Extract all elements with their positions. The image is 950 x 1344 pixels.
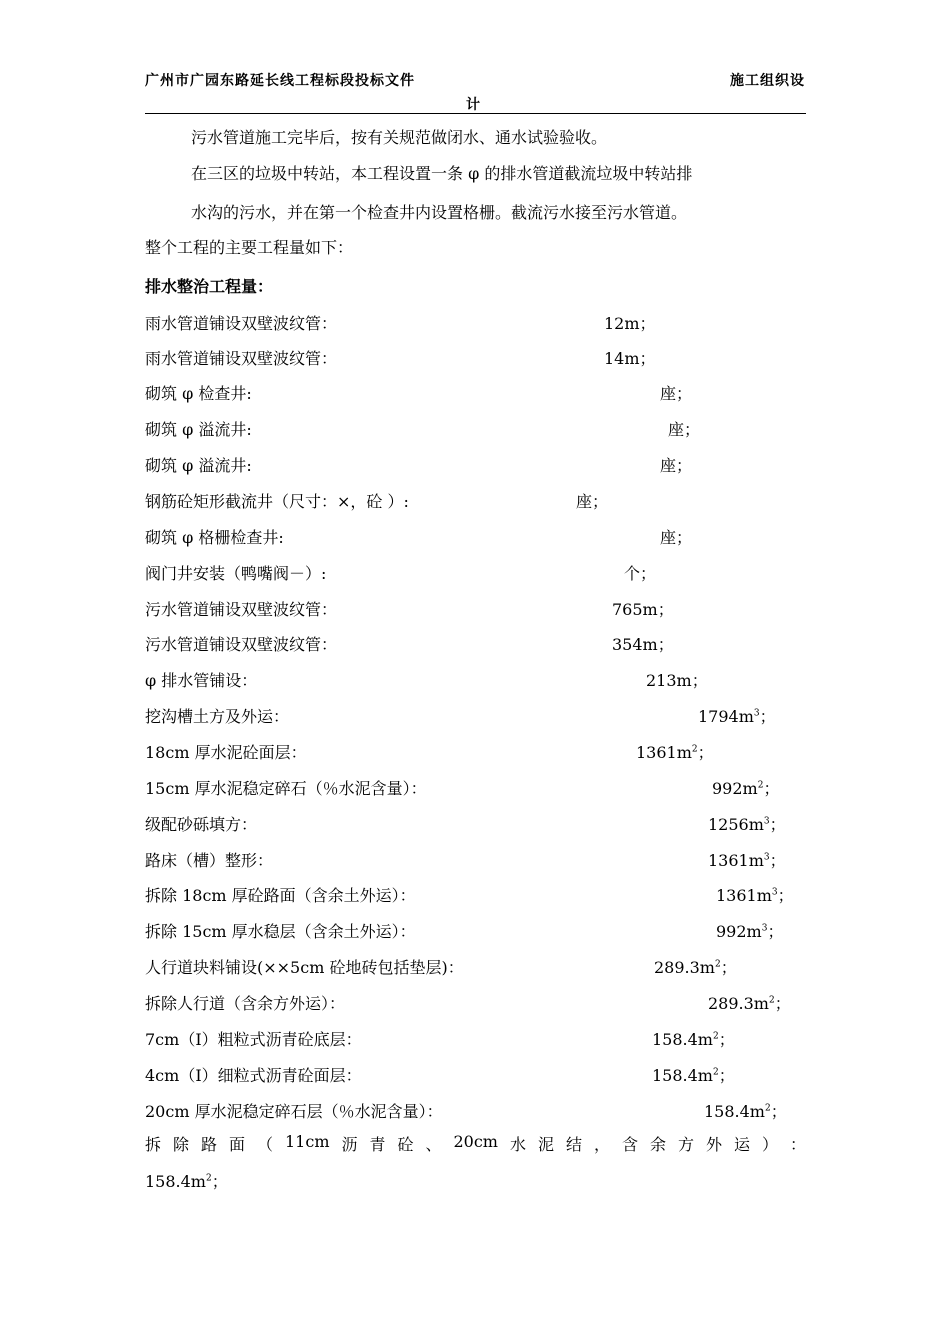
item-unit-exponent: 2	[757, 780, 764, 791]
item-value-group	[652, 1063, 735, 1086]
item-value-group	[698, 704, 776, 727]
quantity-item	[0, 740, 950, 762]
item-label-fragment: 水	[509, 1135, 526, 1154]
item-value: 992m	[716, 922, 762, 941]
paragraph: 整个工程的主要工程量如下：	[145, 238, 354, 257]
item-value-group	[708, 848, 786, 871]
item-label: 4cm（Ⅰ）细粒式沥青砼面层：	[145, 1066, 362, 1085]
item-label: 拆除 15cm 厚水稳层（含余土外运）：	[145, 922, 416, 941]
item-label-fragment: 余	[649, 1135, 666, 1154]
item-punct: ；	[770, 1102, 787, 1121]
item-unit-exponent: 2	[764, 1103, 771, 1114]
item-label-fragment: 结	[565, 1135, 582, 1154]
item-label-fragment: 20cm	[453, 1132, 498, 1151]
quantity-item	[0, 381, 950, 403]
item-punct: ；	[718, 1066, 735, 1085]
item-label-fragment: 青	[369, 1135, 386, 1154]
item-label: 钢筋砼矩形截流井（尺寸：×，砼 ）:	[145, 492, 409, 511]
item-label-fragment: （	[257, 1135, 274, 1154]
quantity-item	[0, 668, 950, 690]
item-value: 765m	[612, 600, 658, 619]
item-value: 1361m	[708, 851, 764, 870]
item-value-group	[652, 1027, 735, 1050]
item-unit-exponent: 3	[763, 816, 770, 827]
item-value-group	[660, 381, 692, 404]
item-punct: ；	[769, 815, 786, 834]
item-value: 座	[660, 528, 677, 547]
item-label: 砌筑 φ 检查井:	[145, 384, 252, 403]
item-value-group	[712, 776, 779, 799]
item-punct: ；	[211, 1172, 228, 1191]
item-value: 座	[576, 492, 593, 511]
item-label: 18cm 厚水泥砼面层：	[145, 743, 307, 762]
item-label-fragment: ：	[789, 1135, 806, 1154]
quantity-item	[0, 417, 950, 439]
item-value-group	[716, 919, 783, 942]
item-label: 20cm 厚水泥稳定碎石层（％水泥含量）：	[145, 1102, 443, 1121]
item-unit-exponent: 3	[763, 852, 770, 863]
quantity-item	[0, 453, 950, 475]
item-label-fragment: 外	[705, 1135, 722, 1154]
item-value: 158.4m	[704, 1102, 765, 1121]
item-unit-exponent: 3	[753, 708, 760, 719]
item-label: 雨水管道铺设双壁波纹管：	[145, 314, 338, 333]
item-value-group	[708, 812, 786, 835]
quantity-item	[0, 311, 950, 333]
item-punct: ；	[640, 564, 657, 583]
item-value-group	[604, 346, 656, 369]
item-punct: ；	[718, 1030, 735, 1049]
item-label: 级配砂砾填方：	[145, 815, 258, 834]
item-label-fragment: 泥	[537, 1135, 554, 1154]
item-value-group	[660, 453, 692, 476]
item-punct: ；	[697, 743, 714, 762]
item-value: 个	[624, 564, 641, 583]
header-section-continued: 计	[466, 97, 481, 113]
item-value: 289.3m	[708, 994, 769, 1013]
quantity-item	[0, 1063, 950, 1085]
item-unit-exponent: 3	[771, 887, 778, 898]
item-label: 砌筑 φ 溢流井:	[145, 456, 252, 475]
item-value-group	[704, 1099, 787, 1122]
item-unit-exponent: 2	[768, 995, 775, 1006]
item-value: 1794m	[698, 707, 754, 726]
item-value-group	[612, 632, 674, 655]
quantity-item	[0, 991, 950, 1013]
quantity-item	[0, 561, 950, 583]
item-value-group	[660, 525, 692, 548]
item-label: 阀门井安装（鸭嘴阀－）:	[145, 564, 327, 583]
quantity-item	[0, 812, 950, 834]
section-title: 排水整治工程量：	[145, 277, 274, 296]
item-label: 人行道块料铺设(××5cm 砼地砖包括垫层)：	[145, 958, 464, 977]
item-value: 213m	[646, 671, 692, 690]
item-punct: ；	[763, 779, 780, 798]
item-value-group	[646, 668, 708, 691]
item-punct: ；	[592, 492, 609, 511]
item-value-group	[708, 991, 791, 1014]
item-value-group	[604, 311, 656, 334]
item-punct: ；	[676, 456, 693, 475]
paragraph: 在三区的垃圾中转站，本工程设置一条 φ 的排水管道截流垃圾中转站排	[191, 164, 693, 183]
item-label-fragment: 含	[621, 1135, 638, 1154]
header-rule	[145, 113, 806, 114]
quantity-item	[0, 955, 950, 977]
item-label: 拆除人行道（含余方外运）：	[145, 994, 346, 1013]
item-punct: ；	[639, 314, 656, 333]
item-label: 路床（槽）整形：	[145, 851, 274, 870]
item-label: φ 排水管铺设：	[145, 671, 258, 690]
item-value-group	[636, 740, 714, 763]
item-punct: ；	[676, 528, 693, 547]
item-label-fragment: ，	[593, 1135, 610, 1154]
item-unit-exponent: 2	[205, 1173, 212, 1184]
quantity-item	[0, 632, 950, 654]
paragraph: 污水管道施工完毕后，按有关规范做闭水、通水试验验收。	[191, 128, 608, 147]
quantity-item	[0, 704, 950, 726]
quantity-item	[0, 525, 950, 547]
item-punct: ；	[720, 958, 737, 977]
item-label: 拆除 18cm 厚砼路面（含余土外运）：	[145, 886, 416, 905]
item-value: 座	[660, 456, 677, 475]
item-value: 座	[660, 384, 677, 403]
item-value-group	[716, 883, 794, 906]
header-section: 施工组织设	[730, 73, 805, 89]
item-value: 12m	[604, 314, 640, 333]
item-unit-exponent: 2	[712, 1031, 719, 1042]
item-unit-exponent: 3	[761, 923, 768, 934]
item-punct: ；	[657, 600, 674, 619]
quantity-item	[0, 346, 950, 368]
quantity-item	[0, 1099, 950, 1121]
item-label-fragment: 沥	[341, 1135, 358, 1154]
item-punct: ；	[767, 922, 784, 941]
item-unit-exponent: 2	[714, 959, 721, 970]
quantity-item	[0, 848, 950, 870]
quantity-item	[0, 1027, 950, 1049]
item-value: 158.4m	[145, 1172, 206, 1191]
item-value: 座	[668, 420, 685, 439]
item-value-group	[612, 597, 674, 620]
quantity-item	[0, 597, 950, 619]
item-value: 158.4m	[652, 1066, 713, 1085]
item-label-fragment: ）	[761, 1135, 778, 1154]
quantity-item	[0, 489, 950, 511]
item-label: 污水管道铺设双壁波纹管：	[145, 600, 338, 619]
item-value: 1256m	[708, 815, 764, 834]
item-value: 158.4m	[652, 1030, 713, 1049]
item-label-fragment: 面	[229, 1135, 246, 1154]
item-value-group	[654, 955, 737, 978]
item-punct: ；	[777, 886, 794, 905]
item-value: 1361m	[716, 886, 772, 905]
item-value-group	[576, 489, 608, 512]
item-label: 砌筑 φ 溢流井:	[145, 420, 252, 439]
paragraph: 水沟的污水，并在第一个检查井内设置格栅。截流污水接至污水管道。	[191, 203, 688, 222]
item-punct: ；	[639, 349, 656, 368]
quantity-item-wide-label	[145, 1132, 806, 1155]
item-label: 7cm（Ⅰ）粗粒式沥青砼底层：	[145, 1030, 362, 1049]
item-label-fragment: 运	[733, 1135, 750, 1154]
item-label-fragment: 11cm	[285, 1132, 330, 1151]
item-label-fragment: 路	[201, 1135, 218, 1154]
item-label-fragment: 除	[173, 1135, 190, 1154]
quantity-item	[0, 919, 950, 941]
item-unit-exponent: 2	[691, 744, 698, 755]
item-label-fragment: 、	[425, 1135, 442, 1154]
item-value: 1361m	[636, 743, 692, 762]
item-label-fragment: 方	[677, 1135, 694, 1154]
item-value: 14m	[604, 349, 640, 368]
item-label: 砌筑 φ 格栅检查井:	[145, 528, 284, 547]
quantity-item	[0, 776, 950, 798]
item-label: 15cm 厚水泥稳定碎石（％水泥含量）：	[145, 779, 427, 798]
item-punct: ；	[691, 671, 708, 690]
item-punct: ；	[657, 635, 674, 654]
item-label-fragment: 砼	[397, 1135, 414, 1154]
item-unit-exponent: 2	[712, 1067, 719, 1078]
item-label: 污水管道铺设双壁波纹管：	[145, 635, 338, 654]
item-value: 289.3m	[654, 958, 715, 977]
quantity-item-wide-value	[145, 1169, 228, 1192]
item-punct: ；	[684, 420, 701, 439]
item-label-fragment: 拆	[145, 1135, 162, 1154]
item-value-group	[624, 561, 656, 584]
item-punct: ；	[759, 707, 776, 726]
item-punct: ；	[676, 384, 693, 403]
item-punct: ；	[774, 994, 791, 1013]
item-label: 雨水管道铺设双壁波纹管：	[145, 349, 338, 368]
item-value: 992m	[712, 779, 758, 798]
item-value: 354m	[612, 635, 658, 654]
item-label: 挖沟槽土方及外运：	[145, 707, 290, 726]
header-title: 广州市广园东路延长线工程标段投标文件	[145, 73, 415, 89]
quantity-item	[0, 883, 950, 905]
item-punct: ；	[769, 851, 786, 870]
item-value-group	[668, 417, 700, 440]
